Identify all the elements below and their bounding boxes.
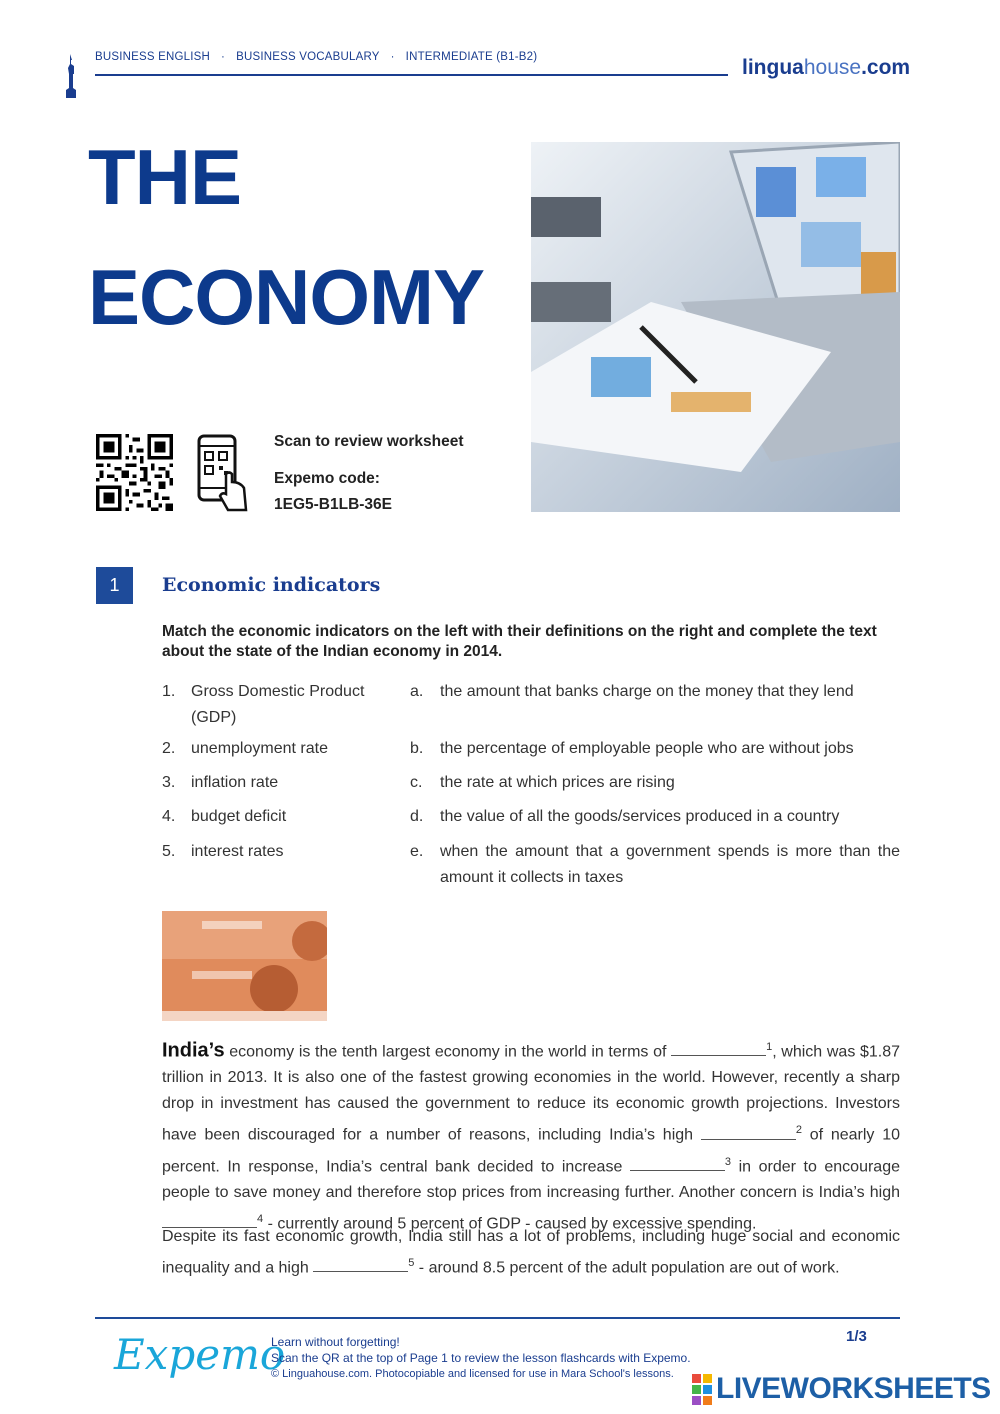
indicator-term[interactable]: inflation rate: [191, 774, 279, 791]
qr-code[interactable]: [96, 434, 173, 511]
section-title: Economic indicators: [162, 574, 381, 596]
brand-logo: linguahouse.com: [742, 56, 911, 79]
expemo-logo: Expemo: [114, 1330, 286, 1379]
definition-letter: e.: [410, 843, 424, 860]
footer-instruction: Scan the QR at the top of Page 1 to review the lesson flashcards with Expemo.: [271, 1351, 691, 1365]
indicator-term[interactable]: interest rates: [191, 843, 284, 860]
section-number-badge: 1: [96, 567, 133, 604]
breadcrumb: BUSINESS ENGLISH · BUSINESS VOCABULARY · INTERMEDIATE (B1-B2): [95, 51, 538, 63]
indicator-number: 5.: [162, 843, 176, 860]
matching-row: [162, 804, 900, 830]
definition-letter: b.: [410, 740, 424, 757]
answer-blank[interactable]: [671, 1041, 766, 1056]
indicator-number: 1.: [162, 683, 176, 700]
definition-text[interactable]: the rate at which prices are rising: [440, 774, 675, 791]
indicator-number: 4.: [162, 808, 176, 825]
definition-letter: a.: [410, 683, 424, 700]
answer-blank[interactable]: [701, 1125, 796, 1140]
header-divider: [95, 74, 728, 76]
page-title-line1: THE: [88, 133, 241, 221]
indicator-term[interactable]: unemployment rate: [191, 740, 328, 757]
exercise-instructions: Match the economic indicators on the left with their definitions on the right and complete the text about the state of the Indian economy in 2014.: [162, 623, 877, 660]
footer-divider: [95, 1317, 900, 1319]
page-number: 1/3: [846, 1328, 867, 1345]
definition-text[interactable]: the value of all the goods/services produced in a country: [440, 808, 840, 825]
matching-row: [162, 839, 900, 891]
gap-fill-paragraph: Despite its fast economic growth, India still has a lot of problems, including huge social and economic inequality and a high $^5$ - around 8.5 percent of the adult population are out of work.: [162, 1228, 900, 1277]
breadcrumb-item: BUSINESS ENGLISH: [95, 51, 211, 63]
definition-letter: d.: [410, 808, 424, 825]
indicator-number: 3.: [162, 774, 176, 791]
breadcrumb-item: INTERMEDIATE (B1-B2): [405, 51, 538, 63]
definition-text[interactable]: the percentage of employable people who are without jobs: [440, 740, 854, 757]
expemo-code-label: Expemo code:: [274, 470, 380, 487]
answer-blank[interactable]: [313, 1257, 408, 1272]
definition-letter: c.: [410, 774, 423, 791]
page-title-line2: ECONOMY: [88, 253, 485, 341]
indicator-term[interactable]: Gross Domestic Product (GDP): [191, 683, 365, 726]
liveworksheets-watermark: LIVEWORKSHEETS: [716, 1372, 991, 1405]
matching-row: [162, 679, 900, 731]
breadcrumb-item: BUSINESS VOCABULARY: [236, 51, 380, 63]
footer-copyright: © Linguahouse.com. Photocopiable and licensed for use in Mara School's lessons.: [271, 1368, 674, 1380]
answer-blank[interactable]: [630, 1156, 725, 1171]
definition-text[interactable]: when the amount that a government spends is more than the amount it collects in taxes: [440, 843, 900, 886]
hero-image: [531, 142, 900, 512]
liveworksheets-logo-icon: [692, 1374, 712, 1406]
expemo-code-value: 1EG5-B1LB-36E: [274, 496, 393, 513]
matching-row: [162, 736, 900, 762]
indicator-term[interactable]: budget deficit: [191, 808, 287, 825]
matching-row: [162, 770, 900, 796]
phone-scan-icon: [196, 434, 248, 512]
gap-fill-paragraph: India’s economy is the tenth largest economy in the world in terms of $^1$, which was $1.87 trillion in 2013. It is also one of the fastest growing economies in the world. However, recently a sharp drop in investment has caused the government to reduce its economic growth projections. Investors have been discouraged for a number of reasons, including India’s high $^2$ of nearly 10 percent. In response, India’s central bank decided to increase $^3$ in order to encourage people to save money and therefore stop prices from increasing further. Another concern is India’s high $^4$ - currently around 5 percent of GDP - caused by excessive spending.: [162, 1039, 901, 1233]
rupee-banknotes-image: [162, 911, 327, 1021]
indicator-number: 2.: [162, 740, 176, 757]
definition-text[interactable]: the amount that banks charge on the money that they lend: [440, 683, 854, 700]
scan-instruction: Scan to review worksheet: [274, 433, 464, 450]
statue-of-liberty-icon: [62, 54, 80, 98]
footer-tagline: Learn without forgetting!: [271, 1335, 400, 1349]
